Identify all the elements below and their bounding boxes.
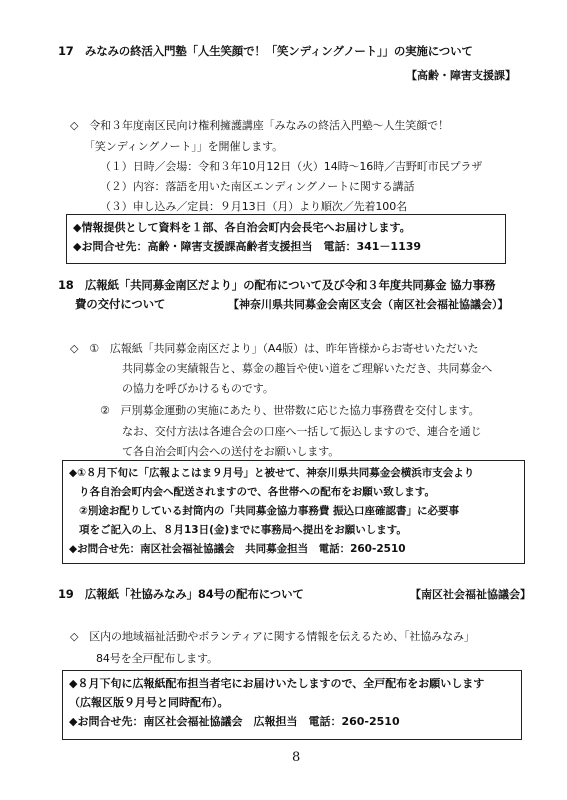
section-19-body-line2: 84号を全戸配布します。 xyxy=(96,652,218,665)
page-number: 8 xyxy=(292,750,301,765)
section-18-box-line3: ②別途お配りしている封筒内の「共同募金協力事務費 振込口座確認書」に必要事 xyxy=(79,505,460,517)
section-18-box-line2: り各自治会町内会へ配送されますので、各世帯への配布をお願い致します。 xyxy=(79,486,435,498)
section-17-intro-line1: ◇ 令和３年度南区民向け権利擁護講座「みなみの終活入門塾～人生笑顔で！ xyxy=(70,119,449,132)
section-17-item-2: （２）内容：落語を用いた南区エンディングノートに関する講話 xyxy=(100,180,415,193)
section-18-body-line5: なお、交付方法は各連合会の口座へ一括して振込しますので、連合を通じ xyxy=(122,425,482,438)
section-18-title-line2: 費の交付について xyxy=(75,297,166,311)
section-18-info-box xyxy=(62,460,525,564)
section-19-body-line1: ◇ 区内の地域福祉活動やボランティアに関する情報を伝えるため、「社協みなみ」 xyxy=(70,630,475,643)
section-18-box-line5: ◆お問合せ先：南区社会福祉協議会 共同募金担当 電話：260-2510 xyxy=(69,543,406,555)
section-18-box-line1: ◆①８月下旬に「広報よこはま９月号」と被せて、神奈川県共同募金会横浜市支会より xyxy=(69,467,475,479)
section-17-item-3: （３）申し込み／定員：９月13日（月）より順次／先着100名 xyxy=(100,200,407,213)
section-19-title: 19 広報紙「社協みなみ」84号の配布について xyxy=(58,587,304,601)
section-18-body-line6: て各自治会町内会への送付をお願いします。 xyxy=(122,445,340,458)
section-19-dept: 【南区社会福祉協議会】 xyxy=(410,588,531,601)
section-18-body-line1: ◇ ① 広報紙「共同募金南区だより」（A4版）は、昨年皆様からお寄せいただいた xyxy=(70,342,479,355)
section-18-title-line1: 18 広報紙「共同募金南区だより」の配布について及び令和３年度共同募金 協力事務 xyxy=(58,278,496,292)
section-19-box-line3: ◆お問合せ先：南区社会福祉協議会 広報担当 電話：260-2510 xyxy=(69,715,400,728)
section-18-body-line2: 共同募金の実績報告と、募金の趣旨や使い道をご理解いただき、共同募金へ xyxy=(122,362,493,375)
section-18-dept: 【神奈川県共同募金会南区支会（南区社会福祉協議会）】 xyxy=(228,298,509,311)
section-17-item-1: （１）日時／会場：令和３年10月12日（火）14時～16時／吉野町市民プラザ xyxy=(100,160,483,173)
section-19-info-box xyxy=(62,670,522,740)
section-18-box-line4: 項をご記入の上、８月13日(金)までに事務局へ提出をお願いします。 xyxy=(79,524,407,536)
section-17-box-line1: ◆情報提供として資料を１部、各自治会町内会長宅へお届けします。 xyxy=(73,221,411,234)
section-17-info-box xyxy=(66,214,506,264)
section-17-box-line2: ◆お問合せ先：高齢・障害支援課高齢者支援担当 電話：341－1139 xyxy=(73,240,422,253)
section-19-box-line2: （広報区版９月号と同時配布）。 xyxy=(69,696,229,709)
section-18-body-line3: の協力を呼びかけるものです。 xyxy=(122,382,274,395)
section-17-dept: 【高齢・障害支援課】 xyxy=(406,69,516,82)
section-19-box-line1: ◆８月下旬に広報紙配布担当者宅にお届けいたしますので、全戸配布をお願いします xyxy=(69,677,485,690)
section-17-intro-line2: 「笑ンディングノート」」を開催します。 xyxy=(84,140,284,153)
section-17-title: 17 みなみの終活入門塾「人生笑顔で！「笑ンディングノート」」の実施について xyxy=(58,44,473,58)
section-18-body-line4: ② 戸別募金運動の実施にあたり、世帯数に応じた協力事務費を交付します。 xyxy=(100,404,480,417)
